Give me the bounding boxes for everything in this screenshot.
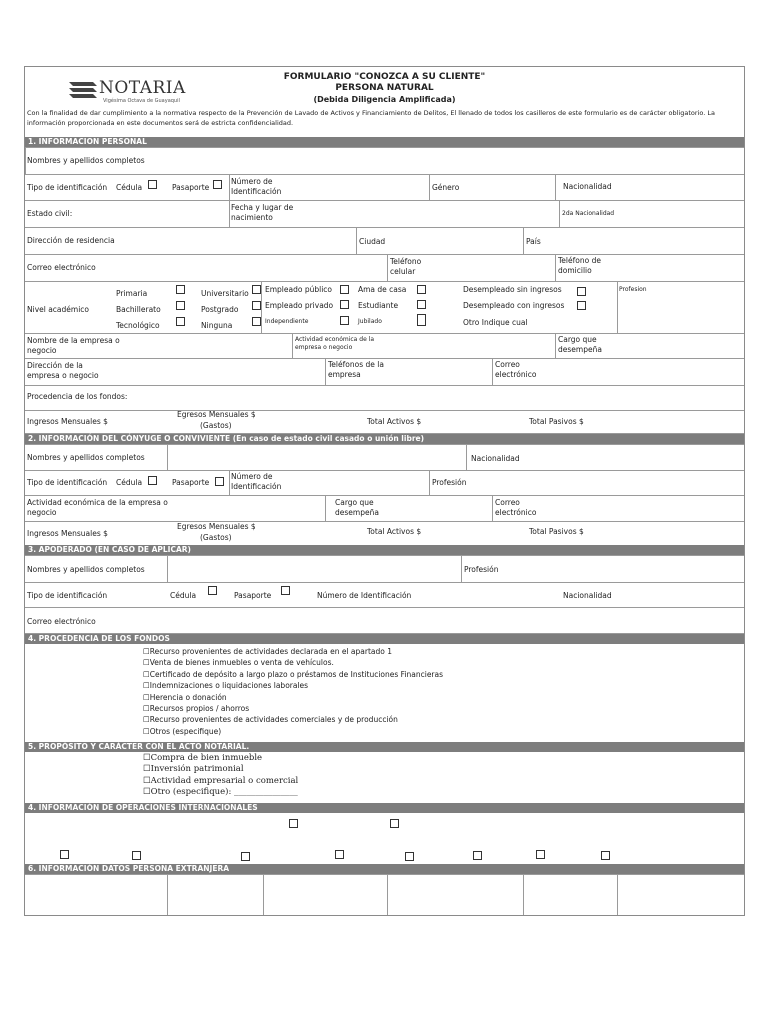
apoderado-cedula-checkbox[interactable]: [208, 586, 217, 595]
logo-text: NOTARIA: [99, 78, 186, 98]
conyuge-pasaporte-checkbox[interactable]: [215, 477, 224, 486]
operaciones-checkbox[interactable]: [390, 819, 399, 828]
label-desemp-con: Desempleado con ingresos: [463, 301, 565, 310]
section-5-header: 5. PROPÓSITO Y CARÁCTER CON EL ACTO NOTARIAL.: [25, 742, 744, 752]
label-conyuge-pasaporte: Pasaporte: [172, 478, 210, 487]
label-2da-nacionalidad: 2da Nacionalidad: [562, 210, 615, 217]
logo-subtext: Vigésima Octava de Guayaquil: [103, 98, 180, 104]
extranjera-cell[interactable]: [618, 875, 744, 915]
label-nombre-empresa: Nombre de la empresa o negocio: [27, 336, 120, 355]
pasaporte-checkbox[interactable]: [213, 180, 222, 189]
procedencia-option[interactable]: ☐ Venta de bienes inmuebles o venta de vehículos.: [143, 657, 443, 668]
operaciones-checkbox[interactable]: [335, 850, 344, 859]
operaciones-checkbox[interactable]: [405, 852, 414, 861]
intro-text: Con la finalidad de dar cumplimiento a la normativa respecto de la Prevención de Lavado de Activos y Financiamiento de Delitos, El llenado de todos los casilleros de este formulario es de carácter obligatorio. La información proporcionada en este documentos será de estricta confidencialidad.: [27, 109, 715, 127]
label-pasivos: Total Pasivos $: [529, 417, 584, 426]
tecnologico-checkbox[interactable]: [176, 317, 185, 326]
section-2-header: 2. INFORMACIÓN DEL CÓNYUGE O CONVIVIENTE (En caso de estado civil casado o unión libre): [25, 434, 744, 444]
section-operaciones-header: 4. INFORMACIÓN DE OPERACIONES INTERNACIONALES: [25, 803, 744, 813]
ama-casa-checkbox[interactable]: [417, 285, 426, 294]
operaciones-checkbox[interactable]: [60, 850, 69, 859]
label-ninguna: Ninguna: [201, 321, 233, 330]
label-conyuge-nacionalidad: Nacionalidad: [471, 454, 520, 463]
label-conyuge-ingresos: Ingresos Mensuales $: [27, 529, 108, 538]
label-apoderado-numero-id: Número de Identificación: [317, 591, 412, 600]
label-direccion: Dirección de residencia: [27, 236, 115, 245]
procedencia-option[interactable]: ☐ Indemnizaciones o liquidaciones laborales: [143, 680, 443, 691]
label-tecnologico: Tecnológico: [116, 321, 160, 330]
operaciones-checkbox[interactable]: [536, 850, 545, 859]
procedencia-option[interactable]: ☐ Recurso provenientes de actividades declarada en el apartado 1: [143, 646, 443, 657]
independiente-checkbox[interactable]: [340, 316, 349, 325]
label-conyuge-pasivos: Total Pasivos $: [529, 527, 584, 536]
label-numero-id: Número de Identificación: [231, 177, 282, 196]
cedula-checkbox[interactable]: [148, 180, 157, 189]
section-4-header: 4. PROCEDENCIA DE LOS FONDOS: [25, 634, 744, 644]
desemp-sin-checkbox[interactable]: [577, 287, 586, 296]
label-emp-privado: Empleado privado: [265, 301, 334, 310]
proposito-option[interactable]: ☐ Compra de bien inmueble: [143, 753, 298, 764]
label-profesion: Profesion: [619, 286, 647, 293]
label-conyuge-numero-id: Número de Identificación: [231, 472, 282, 491]
emp-publico-checkbox[interactable]: [340, 285, 349, 294]
label-apoderado-profesion: Profesión: [464, 565, 499, 574]
label-conyuge-gastos: (Gastos): [200, 533, 232, 542]
label-otro-indique: Otro Indique cual: [463, 318, 528, 327]
label-estudiante: Estudiante: [358, 301, 399, 310]
extranjera-cell[interactable]: [25, 875, 167, 915]
label-emp-publico: Empleado público: [265, 285, 332, 294]
section-1-header: 1. INFORMACION PERSONAL: [25, 137, 744, 147]
label-universitario: Universitario: [201, 289, 249, 298]
label-nombres: Nombres y apellidos completos: [27, 156, 145, 165]
label-gastos: (Gastos): [200, 421, 232, 430]
label-apoderado-cedula: Cédula: [170, 591, 197, 600]
estudiante-checkbox[interactable]: [417, 300, 426, 309]
operaciones-checkbox[interactable]: [473, 851, 482, 860]
label-activos: Total Activos $: [367, 417, 422, 426]
label-postgrado: Postgrado: [201, 305, 239, 314]
section-3-header: 3. APODERADO (EN CASO DE APLICAR): [25, 545, 744, 555]
label-conyuge-egresos: Egresos Mensuales $: [177, 522, 256, 531]
label-ciudad: Ciudad: [359, 237, 386, 246]
label-jubilado: Jubilado: [358, 318, 382, 325]
jubilado-checkbox[interactable]: [417, 314, 426, 326]
procedencia-option[interactable]: ☐ Herencia o donación: [143, 692, 443, 703]
label-pasaporte: Pasaporte: [172, 183, 210, 192]
label-conyuge-cedula: Cédula: [116, 478, 143, 487]
procedencia-option[interactable]: ☐ Recursos propios / ahorros: [143, 703, 443, 714]
label-apoderado-nacionalidad: Nacionalidad: [563, 591, 612, 600]
label-genero: Género: [432, 183, 460, 192]
operaciones-checkbox[interactable]: [241, 852, 250, 861]
label-independiente: Independiente: [265, 318, 309, 325]
label-primaria: Primaria: [116, 289, 148, 298]
ninguna-checkbox[interactable]: [252, 317, 261, 326]
label-tel-domicilio: Teléfono de domicilio: [558, 256, 601, 275]
label-apoderado-nombres: Nombres y apellidos completos: [27, 565, 145, 574]
label-correo-empresa: Correo electrónico: [495, 360, 537, 379]
label-bachillerato: Bachillerato: [116, 305, 161, 314]
apoderado-pasaporte-checkbox[interactable]: [281, 586, 290, 595]
label-procedencia: Procedencia de los fondos:: [27, 392, 128, 401]
desemp-con-checkbox[interactable]: [577, 301, 586, 310]
extranjera-cell[interactable]: [524, 875, 617, 915]
form-page: [24, 66, 745, 916]
procedencia-option[interactable]: ☐ Recurso provenientes de actividades comerciales y de producción: [143, 714, 443, 725]
form-subtitle-2: (Debida Diligencia Amplificada): [313, 95, 456, 104]
label-tel-celular: Teléfono celular: [390, 257, 422, 276]
primaria-checkbox[interactable]: [176, 285, 185, 294]
label-conyuge-activos: Total Activos $: [367, 527, 422, 536]
label-actividad-empresa: Actividad económica de la empresa o negocio: [295, 336, 375, 351]
label-dir-empresa: Dirección de la empresa o negocio: [27, 361, 99, 380]
label-pais: País: [526, 237, 541, 246]
label-conyuge-actividad: Actividad económica de la empresa o negocio: [27, 498, 168, 517]
label-conyuge-cargo: Cargo que desempeña: [335, 498, 379, 517]
label-conyuge-nombres: Nombres y apellidos completos: [27, 453, 145, 462]
extranjera-cell[interactable]: [168, 875, 263, 915]
label-conyuge-profesion: Profesión: [432, 478, 467, 487]
proposito-option[interactable]: ☐ Inversión patrimonial: [143, 764, 298, 775]
label-tipo-id: Tipo de identificación: [27, 183, 108, 192]
section-extranjera-header: 6. INFORMACIÓN DATOS PERSONA EXTRANJERA: [25, 864, 744, 874]
label-conyuge-correo: Correo electrónico: [495, 498, 537, 517]
label-correo: Correo electrónico: [27, 263, 96, 272]
label-cedula: Cédula: [116, 183, 143, 192]
postgrado-checkbox[interactable]: [252, 301, 261, 310]
operaciones-checkbox[interactable]: [289, 819, 298, 828]
operaciones-checkbox[interactable]: [601, 851, 610, 860]
bachillerato-checkbox[interactable]: [176, 301, 185, 310]
label-ama-casa: Ama de casa: [358, 285, 407, 294]
proposito-option[interactable]: ☐ Actividad empresarial o comercial: [143, 776, 298, 787]
conyuge-cedula-checkbox[interactable]: [148, 476, 157, 485]
label-apoderado-correo: Correo electrónico: [27, 617, 96, 626]
label-nacionalidad: Nacionalidad: [563, 182, 612, 191]
procedencia-option[interactable]: ☐ Otros (especifique): [143, 726, 443, 737]
label-estado-civil: Estado civil:: [27, 209, 73, 218]
form-subtitle: PERSONA NATURAL: [335, 83, 434, 93]
procedencia-list: [143, 646, 443, 737]
label-ingresos: Ingresos Mensuales $: [27, 417, 108, 426]
operaciones-checkbox[interactable]: [132, 851, 141, 860]
label-egresos: Egresos Mensuales $: [177, 410, 256, 419]
label-apoderado-tipo-id: Tipo de identificación: [27, 591, 108, 600]
proposito-list: [143, 753, 298, 799]
label-nivel: Nivel académico: [27, 305, 90, 314]
label-conyuge-tipo-id: Tipo de identificación: [27, 478, 108, 487]
extranjera-cell[interactable]: [264, 875, 387, 915]
procedencia-option[interactable]: ☐ Certificado de depósito a largo plazo o préstamos de Instituciones Financieras: [143, 669, 443, 680]
universitario-checkbox[interactable]: [252, 285, 261, 294]
emp-privado-checkbox[interactable]: [340, 300, 349, 309]
proposito-option[interactable]: ☐ Otro (especifique): _______________: [143, 787, 298, 798]
form-title: FORMULARIO "CONOZCA A SU CLIENTE": [283, 72, 486, 82]
label-tel-empresa: Teléfonos de la empresa: [328, 360, 384, 379]
label-fecha-lugar: Fecha y lugar de nacimiento: [231, 203, 294, 222]
label-apoderado-pasaporte: Pasaporte: [234, 591, 272, 600]
label-desemp-sin: Desempleado sin ingresos: [463, 285, 562, 294]
extranjera-cell[interactable]: [388, 875, 523, 915]
label-cargo: Cargo que desempeña: [558, 335, 602, 354]
